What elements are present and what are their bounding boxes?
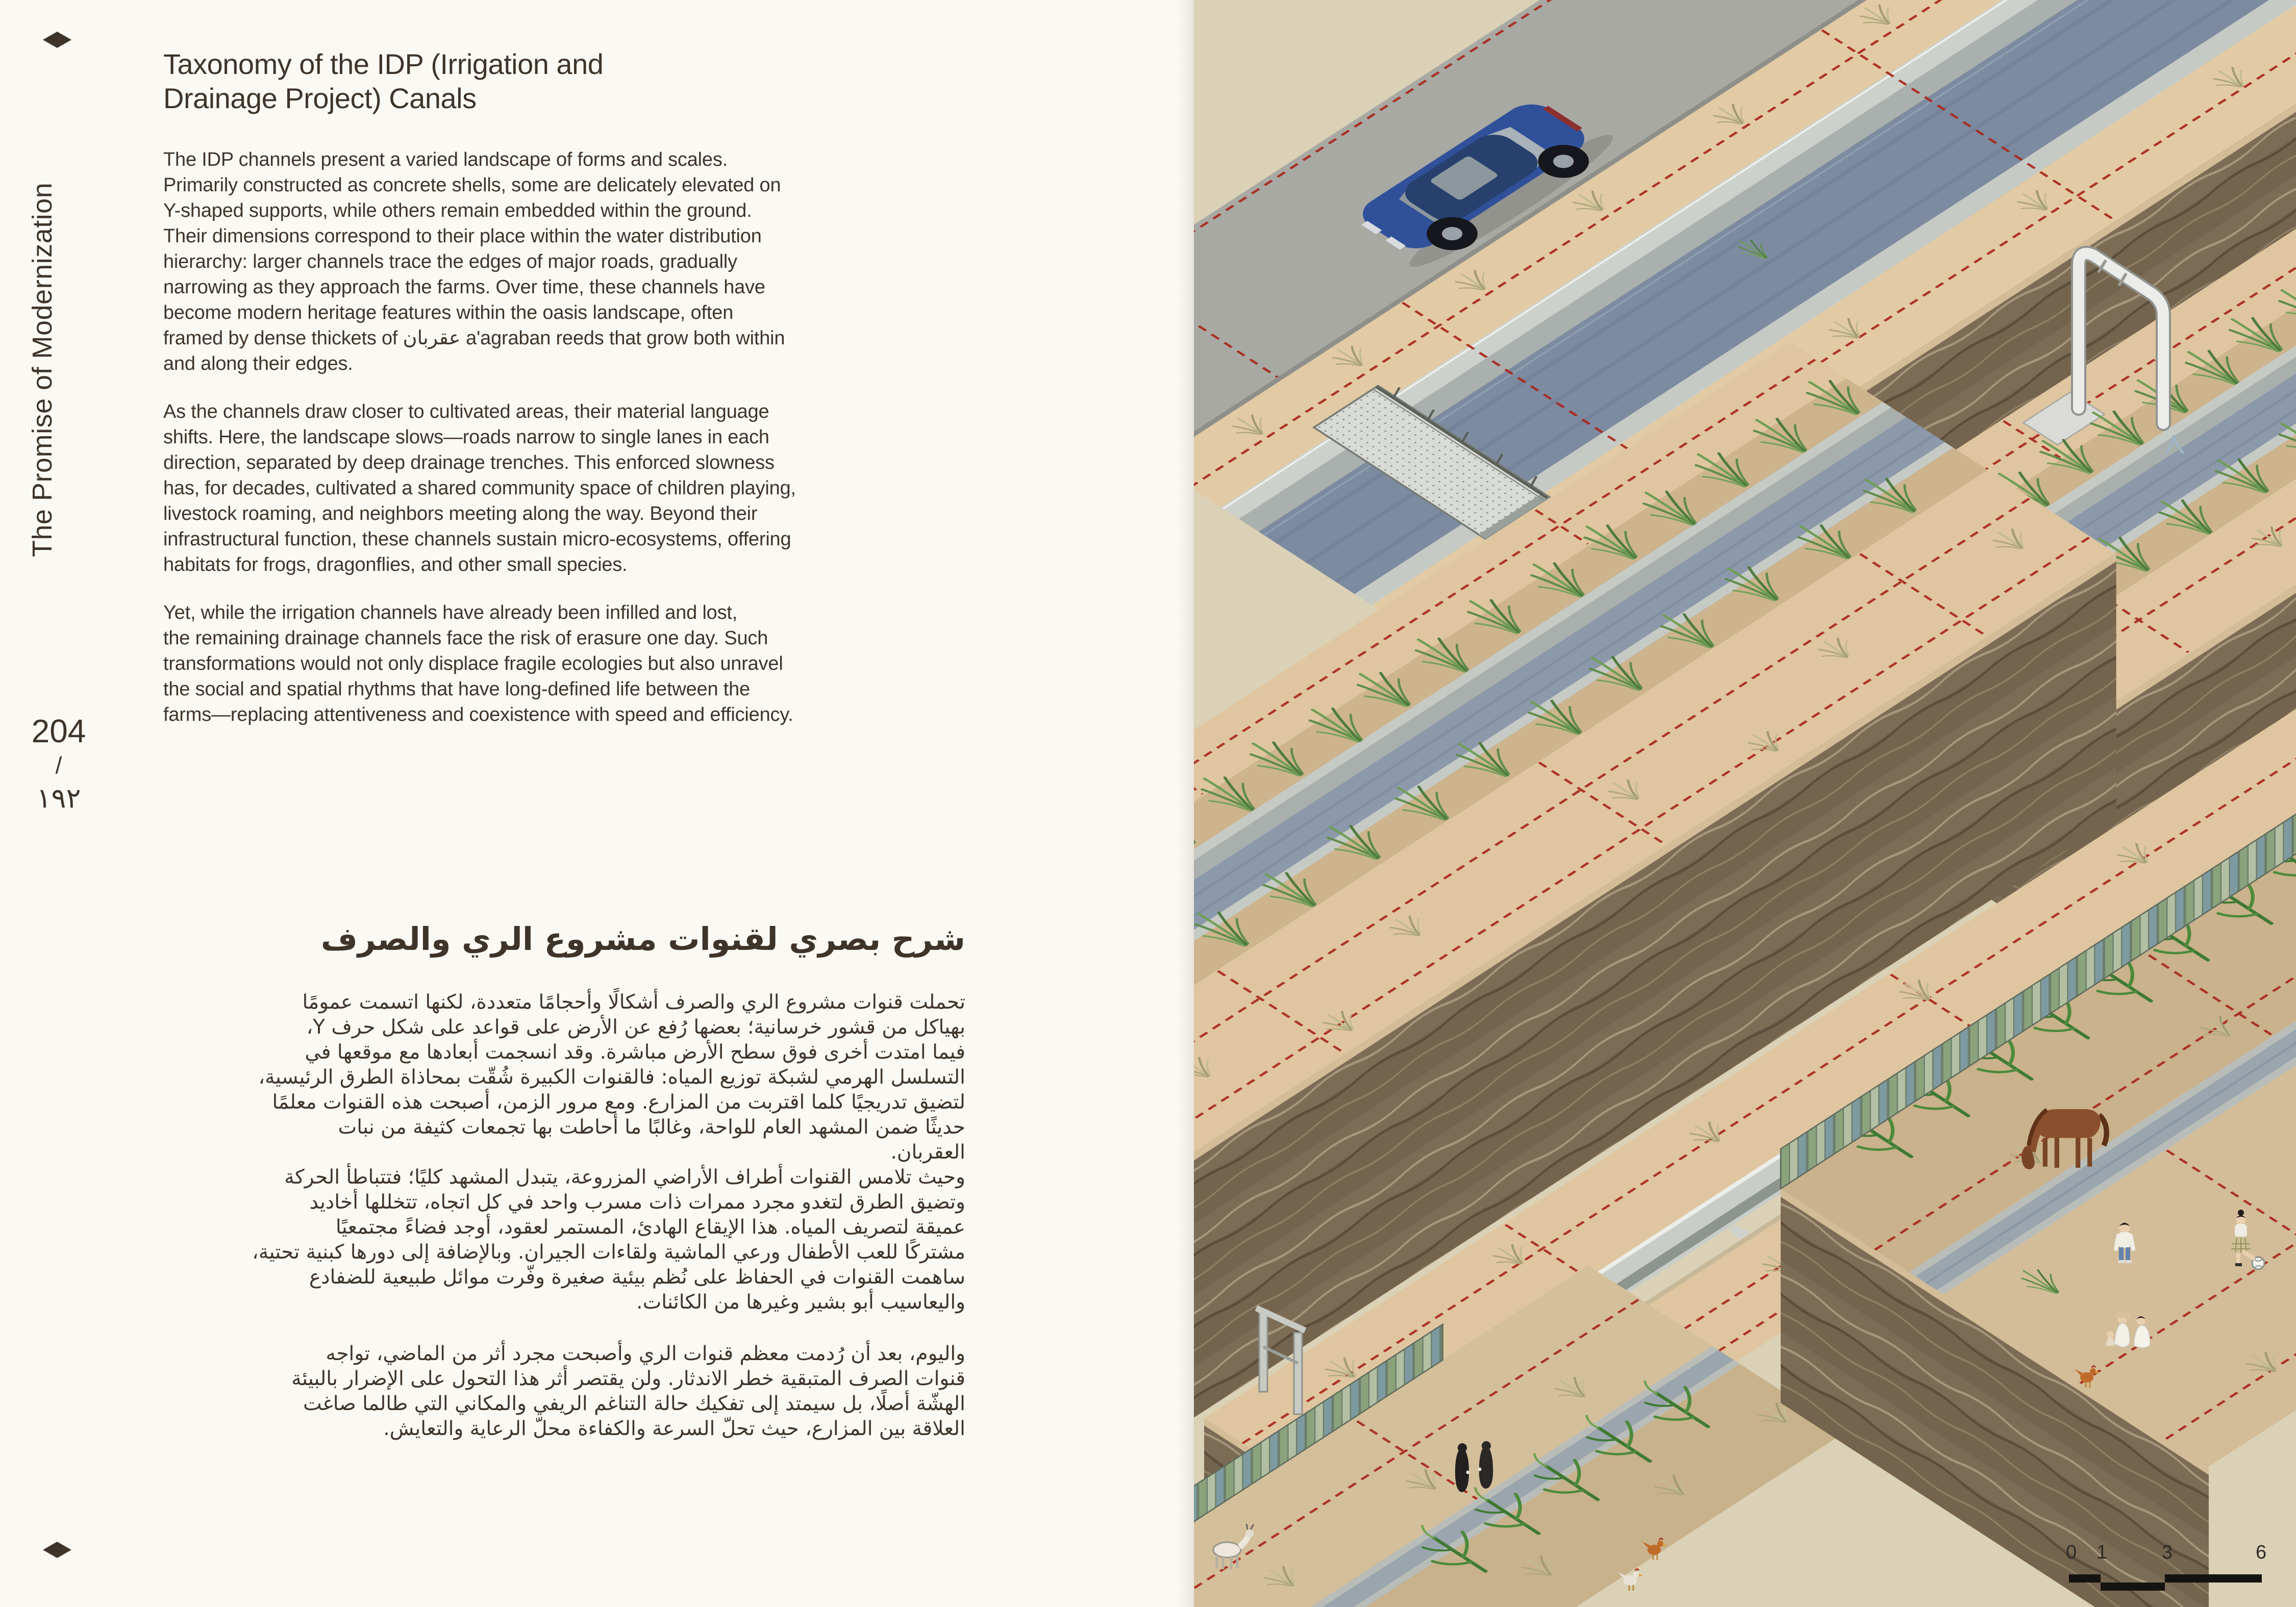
article-title: Taxonomy of the IDP (Irrigation and Drainage Project) Canals [163,48,604,114]
scale-label: 6 [2256,1542,2267,1563]
scale-segment [2069,1574,2101,1583]
arabic-heading: شرح بصري لقنوات مشروع الري والصرف [320,920,965,958]
arabic-article [153,918,965,1441]
page-number-separator: / [55,752,62,779]
scale-label: 3 [2162,1542,2173,1563]
page-gutter [1178,0,1194,1607]
paragraph: As the channels draw closer to cultivated areas, their material language shifts. Here, the landscape slows—roads narrow to single lanes in each direction, separated by deep drainage trenches. This enforced slowness has, for decades, cultivated a shared community space of children playing, livestock roaming, and neighbors meeting along the way. Beyond their infrastructural function, these channels sustain micro-ecosystems, offering habitats for frogs, dragonflies, and other small species. [163,401,796,575]
scale-segment [2165,1574,2262,1583]
diamond-icon [43,32,71,48]
canal-isometric-illustration [1194,0,2296,1607]
page-numbers [15,713,102,815]
arabic-paragraph: واليوم، بعد أن رُدمت معظم قنوات الري وأصبحت مجرد أثر من الماضي، تواجه قنوات الصرف المتبقية خطر الاندثار. ولن يقتصر أثر هذا التحول على الإضرار بالبيئة الهشّة أصلًا، بل سيمتد إلى تفكيك حالة التناغم الريفي والمكاني التي طالما صاغت العلاقة بين المزارع، حيث تحلّ السرعة والكفاءة محلّ الرعاية والتعايش. [291,1342,965,1440]
diamond-icon [43,1542,71,1558]
right-page [1194,0,2296,1607]
english-article [163,47,908,750]
scale-bar [2064,1542,2283,1598]
scale-label: 0 [2066,1542,2077,1563]
arabic-paragraph: تحملت قنوات مشروع الري والصرف أشكالًا وأحجامًا متعددة، لكنها اتسمت عمومًا بهياكل من قشور خرسانية؛ بعضها رُفع عن الأرض على قواعد على شكل حرف Y، فيما امتدت أخرى فوق سطح الأرض مباشرة. وقد انسجمت أبعادها مع موقعها في التسلسل الهرمي لشبكة توزيع المياه: فالقنوات الكبيرة شُقّت بمحاذاة الطرق الرئيسية، لتضيق تدريجيًا كلما اقتربت من المزارع. ومع مرور الزمن، أصبحت هذه القنوات معلمًا حديثًا ضمن المشهد العام للواحة، وغالبًا ما أحاطت بها تجمعات كثيفة من نبات العقربان. [258,991,965,1164]
scale-label: 1 [2097,1542,2108,1563]
arabic-paragraph: وحيث تلامس القنوات أطراف الأراضي المزروعة، يتبدل المشهد كليًا؛ فتتباطأ الحركة وتضيق الطرق لتغدو مجرد ممرات ذات مسرب واحد في كل اتجاه، تتخللها أخاديد عميقة لتصريف المياه. هذا الإيقاع الهادئ، المستمر لعقود، أوجد فضاءً مجتمعيًا مشتركًا للعب الأطفال ورعي الماشية ولقاءات الجيران. وبالإضافة إلى دورها كبنية تحتية، ساهمت القنوات في الحفاظ على نُظم بيئية صغيرة وفّرت موائل طبيعية للضفادع واليعاسيب أبو بشير وغيرها من الكائنات. [252,1166,965,1314]
page-number-western: 204 [31,713,86,749]
paragraph: Yet, while the irrigation channels have already been infilled and lost, the remaining drainage channels face the risk of erasure one day. Such transformations would not only displace fragile ecologies but also unravel the social and spatial rhythms that have long-defined life between the farms—replacing attentiveness and coexistence with speed and efficiency. [163,602,793,725]
scale-segment [2101,1583,2165,1591]
page-number-eastern-arabic: ١٩٢ [36,782,81,814]
paragraph: The IDP channels present a varied landscape of forms and scales. Primarily constructed as concrete shells, some are delicately elevated on Y-shaped supports, while others remain embedded within the ground. Their dimensions correspond to their place within the water distribution hierarchy: larger channels trace the edges of major roads, gradually narrowing as they approach the farms. Over time, these channels have become modern heritage features within the oasis landscape, often framed by dense thickets of عقربان a'agraban reeds that grow both within and along their edges. [163,149,785,374]
chapter-title-vertical: The Promise of Modernization [27,182,58,557]
